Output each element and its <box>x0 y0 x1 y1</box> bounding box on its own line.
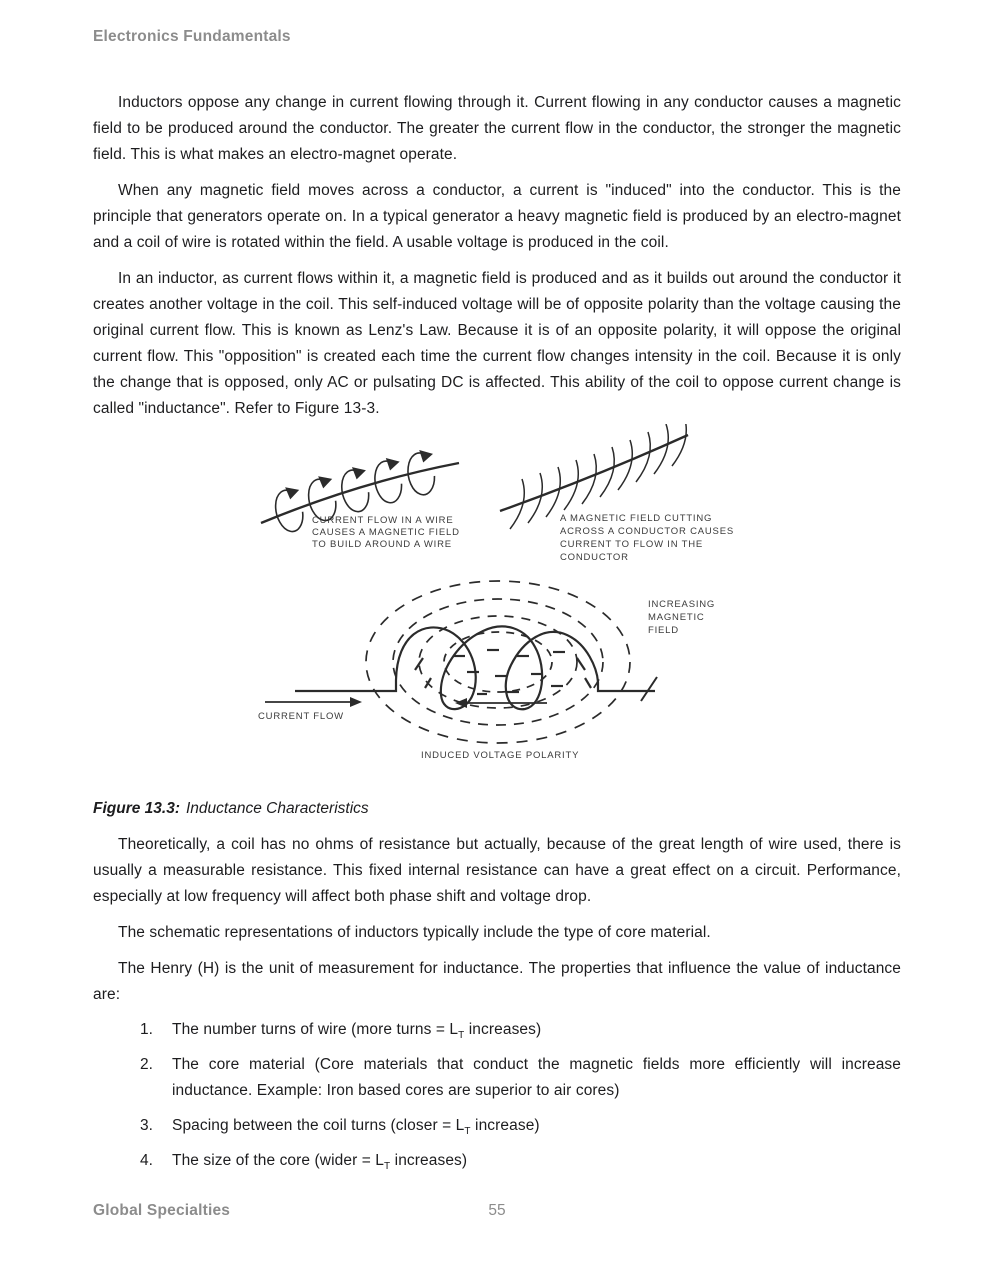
magnetic-field-ellipses <box>366 581 630 743</box>
list-item <box>140 1113 901 1139</box>
paragraph-inductors-oppose: Inductors oppose any change in current flowing through it. Current flowing in any conductor causes a magnetic field to be produced around the conductor. The greater the current flow in the conductor, the stronger the magnetic field. This is what makes an electro-magnet operate. <box>93 94 901 163</box>
wire-with-field-loops-diagram <box>261 448 460 550</box>
figure-caption-title: Inductance Characteristics <box>186 800 369 817</box>
page-footer <box>93 1202 901 1220</box>
induced-voltage-arrow <box>455 698 547 708</box>
list-item-text: The core material (Core materials that conduct the magnetic fields more efficiently will increase inductance. Example: Iron based cores are superior to air cores) <box>172 1056 901 1099</box>
list-item <box>140 1052 901 1104</box>
list-item-text: Spacing between the coil turns (closer = $L_T$ increase) <box>172 1117 540 1138</box>
wire-field-label-line3: TO BUILD AROUND A WIRE <box>312 539 452 550</box>
inductance-properties-list <box>93 1017 901 1174</box>
field-cutting-label-line2: ACROSS A CONDUCTOR CAUSES <box>560 526 734 537</box>
list-item-number: 2. <box>140 1056 153 1073</box>
page-header <box>93 28 901 46</box>
increasing-field-label-line1: INCREASING <box>648 599 716 610</box>
field-loop-icon <box>271 484 309 534</box>
increasing-field-label-line2: MAGNETIC <box>648 612 705 623</box>
paragraph-henry-unit: The Henry (H) is the unit of measurement for inductance. The properties that influence the value of inductance are: <box>93 960 901 1003</box>
figure-caption-number: Figure 13.3: <box>93 800 180 817</box>
list-item-number: 1. <box>140 1021 153 1038</box>
coil-wire <box>295 626 655 709</box>
book-title: Electronics Fundamentals <box>93 28 291 45</box>
page-number: 55 <box>488 1202 506 1219</box>
list-item <box>140 1017 901 1043</box>
wire-end-dash <box>641 677 657 701</box>
publisher-name: Global Specialties <box>93 1202 231 1219</box>
induced-voltage-label: INDUCED VOLTAGE POLARITY <box>421 750 580 761</box>
paragraph-lenz-law: In an inductor, as current flows within it, a magnetic field is produced and as it builds out around the conductor it creates another voltage in the coil. This self-induced voltage will be of opposite polarity than the voltage causing the original current flow. This is known as Lenz's Law. Because it is of an opposite polarity, it will oppose the original current flow. This "opposition" is created each time the current flow changes intensity in the coil. Because it is only the change that is opposed, only AC or pulsating DC is affected. This ability of the coil to oppose current change is called "inductance". Refer to Figure 13-3. <box>93 270 901 417</box>
field-cutting-label-line4: CONDUCTOR <box>560 552 629 563</box>
current-flow-arrow <box>265 697 362 707</box>
wire-field-label-line2: CAUSES A MAGNETIC FIELD <box>312 527 460 538</box>
increasing-field-label-line3: FIELD <box>648 625 679 636</box>
inductance-diagram-svg <box>255 424 745 776</box>
list-item-text: The number turns of wire (more turns = $L_T$ increases) <box>172 1021 542 1042</box>
conductor-line <box>500 435 688 511</box>
list-item-number: 4. <box>140 1152 153 1169</box>
paragraph-coil-resistance: Theoretically, a coil has no ohms of resistance but actually, because of the great length of wire used, there is usually a measurable resistance. This fixed internal resistance can have a great effect on a circuit. Performance, especially at low frequency will affect both phase shift and voltage drop. <box>93 836 901 905</box>
list-item-number: 3. <box>140 1117 153 1134</box>
field-cutting-label-line1: A MAGNETIC FIELD CUTTING <box>560 513 713 524</box>
field-loop-icon <box>405 448 439 497</box>
paragraph-magnetic-field-moves: When any magnetic field moves across a conductor, a current is "induced" into the conductor. This is the principle that generators operate on. In a typical generator a heavy magnetic field is produced by an electro-magnet and a coil of wire is rotated within the field. A usable voltage is produced in the coil. <box>93 182 901 251</box>
paragraph-schematic-representations: The schematic representations of inductors typically include the type of core material. <box>118 924 711 941</box>
field-cutting-label-line3: CURRENT TO FLOW IN THE <box>560 539 704 550</box>
figure-13-3-illustration <box>93 424 901 776</box>
current-flow-label: CURRENT FLOW <box>258 711 344 722</box>
coil-field-diagram <box>258 581 715 761</box>
figure-caption <box>93 796 901 822</box>
field-cutting-conductor-diagram <box>500 424 734 563</box>
list-item-text: The size of the core (wider = $L_T$ increases) <box>172 1152 468 1173</box>
list-item <box>140 1148 901 1174</box>
wire-field-label-line1: CURRENT FLOW IN A WIRE <box>312 515 454 526</box>
